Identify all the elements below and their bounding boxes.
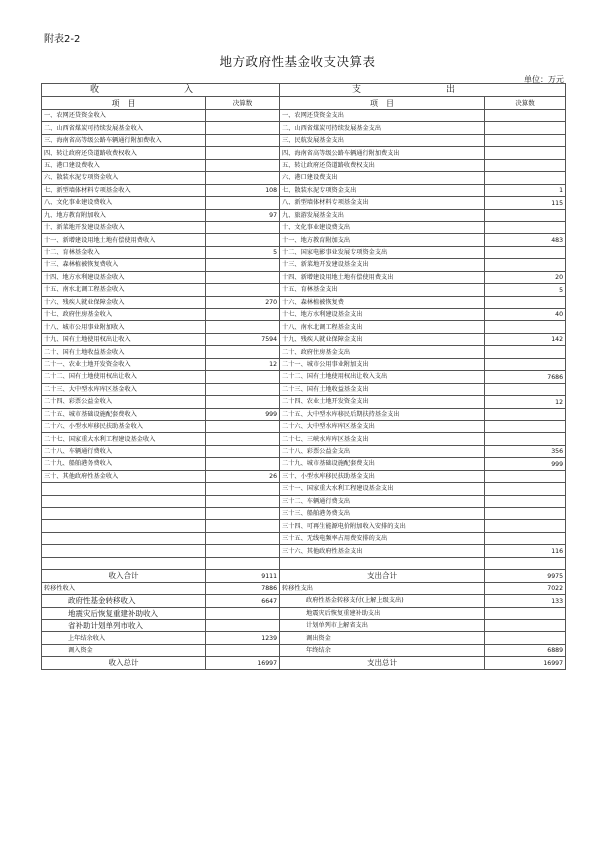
expense-amount-cell xyxy=(485,209,566,221)
expense-item-cell: 八、新型墙体材料专项基金支出 xyxy=(280,197,485,209)
expense-amount-cell xyxy=(485,532,566,544)
income-amount-cell xyxy=(206,371,280,383)
expense-item-cell: 三十四、可再生能源电价附加收入安排的支出 xyxy=(280,520,485,532)
income-item-cell xyxy=(42,545,206,557)
summary-row xyxy=(42,582,566,594)
income-amount-cell xyxy=(206,134,280,146)
expense-item-cell: 二十五、大中型水库移民后期扶持基金支出 xyxy=(280,408,485,420)
summary-row xyxy=(42,570,566,582)
expense-amount-cell xyxy=(485,159,566,171)
income-amount-cell xyxy=(206,508,280,520)
income-item-cell xyxy=(42,557,206,569)
expense-amount-cell: 40 xyxy=(485,309,566,321)
table-row xyxy=(42,309,566,321)
income-amount-cell: 12 xyxy=(206,358,280,370)
table-row xyxy=(42,508,566,520)
table-row xyxy=(42,445,566,457)
income-item-cell: 十一、新增建设用地土地有偿使用费收入 xyxy=(42,234,206,246)
table-row xyxy=(42,246,566,258)
expense-summary-label: 支出合计 xyxy=(280,570,485,582)
summary-row xyxy=(42,657,566,669)
table-row xyxy=(42,383,566,395)
expense-amount-cell xyxy=(485,383,566,395)
table-row xyxy=(42,333,566,345)
income-summary-amount xyxy=(206,619,280,631)
table-row xyxy=(42,221,566,233)
expense-item-cell: 十三、新菜地开发建设基金支出 xyxy=(280,259,485,271)
annex-label: 附表2-2 xyxy=(44,34,81,45)
column-header-row xyxy=(42,97,566,110)
income-amount-cell xyxy=(206,557,280,569)
table-row xyxy=(42,284,566,296)
expense-item-cell: 十九、残疾人就业保障金支出 xyxy=(280,333,485,345)
expense-amount-cell xyxy=(485,470,566,482)
expense-amount-cell xyxy=(485,520,566,532)
expense-item-cell xyxy=(280,557,485,569)
expense-summary-label: 支出总计 xyxy=(280,657,485,669)
income-summary-amount: 1239 xyxy=(206,632,280,644)
expense-amount-cell xyxy=(485,358,566,370)
expense-amount-cell: 7686 xyxy=(485,371,566,383)
expense-item-cell: 九、旅游发展基金支出 xyxy=(280,209,485,221)
income-item-cell: 三十、其他政府性基金收入 xyxy=(42,470,206,482)
income-item-cell: 十二、育林基金收入 xyxy=(42,246,206,258)
income-amount-header: 决算数 xyxy=(206,97,280,110)
expense-item-cell: 二十、政府住房基金支出 xyxy=(280,346,485,358)
income-item-cell: 二十四、彩票公益金收入 xyxy=(42,396,206,408)
expense-amount-cell xyxy=(485,433,566,445)
income-item-cell: 二十、国有土地收益基金收入 xyxy=(42,346,206,358)
income-amount-cell xyxy=(206,396,280,408)
income-amount-cell xyxy=(206,483,280,495)
expense-amount-cell: 116 xyxy=(485,545,566,557)
summary-row xyxy=(42,619,566,631)
expense-amount-cell: 115 xyxy=(485,197,566,209)
table-row xyxy=(42,184,566,196)
expense-amount-cell: 1 xyxy=(485,184,566,196)
expense-item-cell: 二十一、城市公用事业附加支出 xyxy=(280,358,485,370)
expense-item-cell: 七、散装水泥专项资金支出 xyxy=(280,184,485,196)
table-row xyxy=(42,134,566,146)
income-amount-cell xyxy=(206,159,280,171)
expense-item-cell: 二十八、彩票公益金支出 xyxy=(280,445,485,457)
income-summary-amount: 7886 xyxy=(206,582,280,594)
table-row xyxy=(42,159,566,171)
table-row xyxy=(42,172,566,184)
table-row xyxy=(42,122,566,134)
income-amount-cell xyxy=(206,309,280,321)
income-item-cell: 二十五、城市基础设施配套费收入 xyxy=(42,408,206,420)
income-item-cell xyxy=(42,508,206,520)
expense-item-cell: 三十五、无线电频率占用费安排的支出 xyxy=(280,532,485,544)
income-amount-cell xyxy=(206,321,280,333)
income-summary-amount xyxy=(206,644,280,656)
section-header-row xyxy=(42,84,566,97)
income-summary-label: 省补助计划单列市收入 xyxy=(42,619,206,631)
expense-amount-cell: 5 xyxy=(485,284,566,296)
table-row xyxy=(42,520,566,532)
income-item-cell: 十六、残疾人就业保障金收入 xyxy=(42,296,206,308)
income-amount-cell xyxy=(206,445,280,457)
expense-summary-label: 政府性基金转移支付(上解上级支出) xyxy=(280,595,485,607)
income-item-cell xyxy=(42,520,206,532)
expense-item-cell: 三十三、船舶港务费支出 xyxy=(280,508,485,520)
expense-summary-label: 计划单列市上解省支出 xyxy=(280,619,485,631)
income-amount-cell: 7594 xyxy=(206,333,280,345)
expense-amount-cell xyxy=(485,508,566,520)
expense-item-cell: 十五、育林基金支出 xyxy=(280,284,485,296)
table-row xyxy=(42,259,566,271)
expense-item-cell: 三十二、车辆通行费支出 xyxy=(280,495,485,507)
table-row xyxy=(42,408,566,420)
income-item-cell: 五、港口建设费收入 xyxy=(42,159,206,171)
income-summary-label: 收入总计 xyxy=(42,657,206,669)
income-item-cell: 十四、地方水利建设基金收入 xyxy=(42,271,206,283)
unit-label: 单位：万元 xyxy=(524,75,564,84)
income-amount-cell xyxy=(206,122,280,134)
income-item-cell: 八、文化事业建设费收入 xyxy=(42,197,206,209)
expense-summary-label: 年终结余 xyxy=(280,644,485,656)
income-item-cell: 二十八、车辆通行费收入 xyxy=(42,445,206,457)
income-amount-cell xyxy=(206,197,280,209)
income-summary-label: 转移性收入 xyxy=(42,582,206,594)
expense-item-cell: 十一、地方教育附加支出 xyxy=(280,234,485,246)
income-item-cell: 四、转让政府还贷道路收费权收入 xyxy=(42,147,206,159)
income-amount-cell xyxy=(206,172,280,184)
expense-item-cell: 六、港口建设费支出 xyxy=(280,172,485,184)
table-row xyxy=(42,433,566,445)
income-item-cell: 二、山西省煤炭可持续发展基金收入 xyxy=(42,122,206,134)
expense-amount-cell: 999 xyxy=(485,458,566,470)
income-item-cell: 二十九、船舶港务费收入 xyxy=(42,458,206,470)
expense-amount-cell xyxy=(485,321,566,333)
expense-item-cell: 十八、南水北调工程基金支出 xyxy=(280,321,485,333)
income-item-cell: 十五、南水北调工程基金收入 xyxy=(42,284,206,296)
table-row xyxy=(42,110,566,122)
income-summary-label: 政府性基金转移收入 xyxy=(42,595,206,607)
income-amount-cell xyxy=(206,284,280,296)
expense-amount-cell: 356 xyxy=(485,445,566,457)
expense-amount-cell xyxy=(485,110,566,122)
table-row xyxy=(42,209,566,221)
expense-amount-cell xyxy=(485,221,566,233)
income-item-cell: 九、地方教育附加收入 xyxy=(42,209,206,221)
income-amount-cell xyxy=(206,532,280,544)
income-amount-cell xyxy=(206,221,280,233)
table-row xyxy=(42,371,566,383)
page-title: 地方政府性基金收支决算表 xyxy=(219,54,376,69)
table-row xyxy=(42,483,566,495)
table-row xyxy=(42,197,566,209)
income-amount-cell xyxy=(206,259,280,271)
expense-amount-cell xyxy=(485,246,566,258)
table-row xyxy=(42,358,566,370)
income-summary-label: 调入资金 xyxy=(42,644,206,656)
expense-amount-cell: 20 xyxy=(485,271,566,283)
summary-row xyxy=(42,644,566,656)
table-row xyxy=(42,296,566,308)
expense-item-header: 项 目 xyxy=(280,97,485,110)
income-item-cell: 十、新菜地开发建设基金收入 xyxy=(42,221,206,233)
expense-summary-amount xyxy=(485,619,566,631)
expense-amount-cell xyxy=(485,296,566,308)
income-item-cell: 二十二、国有土地使用权出让收入 xyxy=(42,371,206,383)
budget-table xyxy=(41,83,566,670)
table-row xyxy=(42,495,566,507)
income-amount-cell xyxy=(206,545,280,557)
expense-summary-amount: 7022 xyxy=(485,582,566,594)
expense-amount-cell xyxy=(485,420,566,432)
expense-amount-cell xyxy=(485,259,566,271)
expense-summary-amount: 16997 xyxy=(485,657,566,669)
expense-amount-cell xyxy=(485,122,566,134)
table-row xyxy=(42,147,566,159)
expense-item-cell: 三十六、其他政府性基金支出 xyxy=(280,545,485,557)
income-item-cell: 十八、城市公用事业附加收入 xyxy=(42,321,206,333)
income-summary-amount: 16997 xyxy=(206,657,280,669)
expense-amount-cell: 483 xyxy=(485,234,566,246)
income-item-cell: 十九、国有土地使用权出让收入 xyxy=(42,333,206,345)
income-item-cell: 二十七、国家重大水利工程建设基金收入 xyxy=(42,433,206,445)
expense-summary-label: 地震灾后恢复重建补助支出 xyxy=(280,607,485,619)
income-summary-label: 地震灾后恢复重建补助收入 xyxy=(42,607,206,619)
income-summary-label: 收入合计 xyxy=(42,570,206,582)
expense-item-cell: 二十七、三峡水库库区基金支出 xyxy=(280,433,485,445)
expense-amount-cell xyxy=(485,346,566,358)
table-row xyxy=(42,346,566,358)
income-item-cell xyxy=(42,532,206,544)
expense-header: 支 出 xyxy=(280,84,566,97)
expense-amount-cell xyxy=(485,134,566,146)
summary-row xyxy=(42,632,566,644)
income-amount-cell xyxy=(206,110,280,122)
income-amount-cell: 999 xyxy=(206,408,280,420)
expense-amount-header: 决算数 xyxy=(485,97,566,110)
expense-item-cell: 十七、地方水利建设基金支出 xyxy=(280,309,485,321)
expense-amount-cell xyxy=(485,483,566,495)
income-amount-cell: 108 xyxy=(206,184,280,196)
expense-amount-cell xyxy=(485,408,566,420)
expense-amount-cell xyxy=(485,495,566,507)
income-item-cell: 七、新型墙体材料专项基金收入 xyxy=(42,184,206,196)
income-summary-amount xyxy=(206,607,280,619)
expense-summary-amount xyxy=(485,632,566,644)
expense-item-cell: 二十三、国有土地收益基金支出 xyxy=(280,383,485,395)
table-row xyxy=(42,321,566,333)
summary-row xyxy=(42,595,566,607)
income-summary-amount: 9111 xyxy=(206,570,280,582)
income-amount-cell xyxy=(206,147,280,159)
income-item-cell: 三、海南省高等级公路车辆通行附加费收入 xyxy=(42,134,206,146)
expense-item-cell: 十、文化事业建设费支出 xyxy=(280,221,485,233)
income-amount-cell: 26 xyxy=(206,470,280,482)
expense-amount-cell xyxy=(485,147,566,159)
expense-summary-amount: 6889 xyxy=(485,644,566,656)
expense-amount-cell xyxy=(485,172,566,184)
income-amount-cell xyxy=(206,433,280,445)
table-row xyxy=(42,271,566,283)
income-amount-cell xyxy=(206,271,280,283)
table-row xyxy=(42,470,566,482)
expense-summary-label: 转移性支出 xyxy=(280,582,485,594)
income-summary-amount: 6647 xyxy=(206,595,280,607)
table-row xyxy=(42,532,566,544)
expense-summary-amount: 9975 xyxy=(485,570,566,582)
income-amount-cell: 270 xyxy=(206,296,280,308)
income-item-cell: 十七、政府住房基金收入 xyxy=(42,309,206,321)
income-item-cell: 十三、森林植被恢复费收入 xyxy=(42,259,206,271)
expense-summary-amount xyxy=(485,607,566,619)
income-item-cell xyxy=(42,495,206,507)
expense-item-cell: 二十四、农业土地开发资金支出 xyxy=(280,396,485,408)
income-amount-cell xyxy=(206,495,280,507)
expense-item-cell: 一、农网还贷资金支出 xyxy=(280,110,485,122)
income-item-cell: 二十三、大中型水库库区基金收入 xyxy=(42,383,206,395)
expense-amount-cell xyxy=(485,557,566,569)
expense-amount-cell: 12 xyxy=(485,396,566,408)
expense-item-cell: 二十二、国有土地使用权出让收入支出 xyxy=(280,371,485,383)
expense-item-cell: 五、转让政府还贷道路收费权支出 xyxy=(280,159,485,171)
expense-item-cell: 二十九、城市基础设施配套费支出 xyxy=(280,458,485,470)
expense-item-cell: 十二、国家电影事业发展专项资金支出 xyxy=(280,246,485,258)
income-amount-cell: 97 xyxy=(206,209,280,221)
income-item-cell: 二十六、小型水库移民扶助基金收入 xyxy=(42,420,206,432)
expense-item-cell: 十六、森林植被恢复费 xyxy=(280,296,485,308)
income-item-cell xyxy=(42,483,206,495)
table-row xyxy=(42,420,566,432)
table-row xyxy=(42,396,566,408)
expense-summary-label: 调出资金 xyxy=(280,632,485,644)
table-row xyxy=(42,458,566,470)
income-amount-cell xyxy=(206,520,280,532)
table-row xyxy=(42,545,566,557)
income-item-cell: 一、农网还贷资金收入 xyxy=(42,110,206,122)
income-amount-cell xyxy=(206,234,280,246)
expense-item-cell: 二、山西省煤炭可持续发展基金支出 xyxy=(280,122,485,134)
income-item-cell: 二十一、农业土地开发资金收入 xyxy=(42,358,206,370)
expense-item-cell: 十四、新增建设用地土地有偿使用费支出 xyxy=(280,271,485,283)
income-amount-cell xyxy=(206,420,280,432)
income-header: 收 入 xyxy=(42,84,280,97)
income-summary-label: 上年结余收入 xyxy=(42,632,206,644)
summary-row xyxy=(42,607,566,619)
income-amount-cell xyxy=(206,458,280,470)
income-item-cell: 六、散装水泥专项资金收入 xyxy=(42,172,206,184)
expense-amount-cell: 142 xyxy=(485,333,566,345)
expense-item-cell: 三十一、国家重大水利工程建设基金支出 xyxy=(280,483,485,495)
income-item-header: 项 目 xyxy=(42,97,206,110)
expense-item-cell: 三十、小型水库移民扶助基金支出 xyxy=(280,470,485,482)
income-amount-cell xyxy=(206,346,280,358)
expense-item-cell: 四、海南省高等级公路车辆通行附加费支出 xyxy=(280,147,485,159)
income-amount-cell xyxy=(206,383,280,395)
expense-item-cell: 二十六、大中型水库库区基金支出 xyxy=(280,420,485,432)
expense-item-cell: 三、民航发展基金支出 xyxy=(280,134,485,146)
expense-summary-amount: 133 xyxy=(485,595,566,607)
income-amount-cell: 5 xyxy=(206,246,280,258)
table-row xyxy=(42,557,566,569)
table-row xyxy=(42,234,566,246)
